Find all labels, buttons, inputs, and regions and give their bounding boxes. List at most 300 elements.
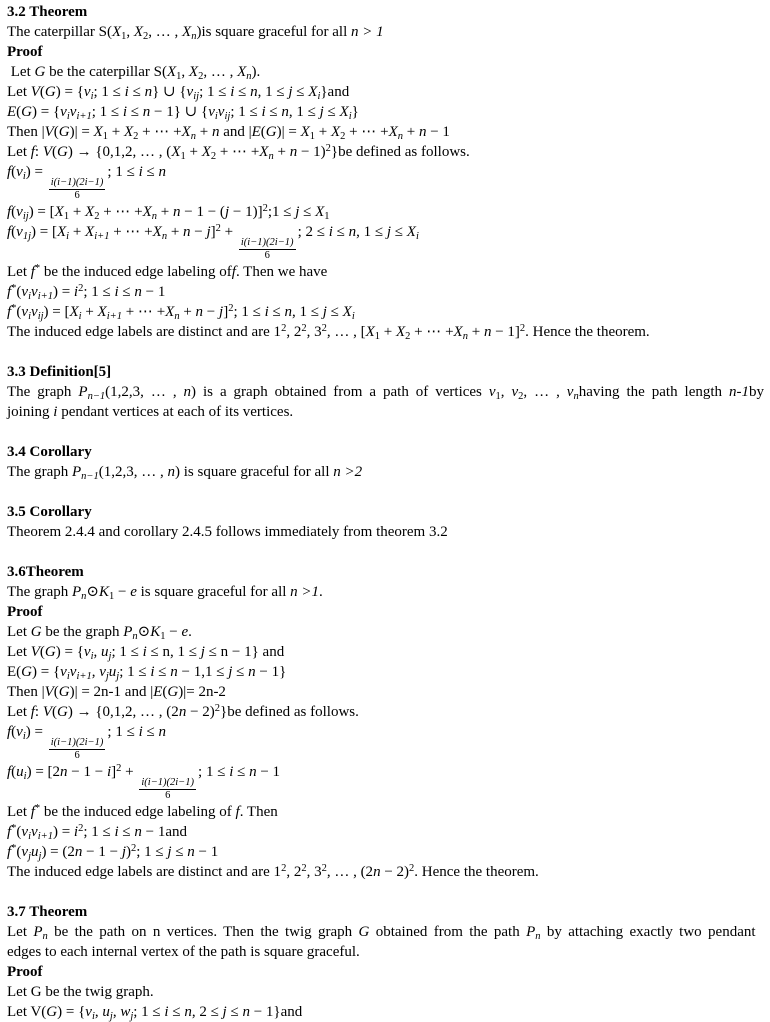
text-run: (1,2,3, … ,	[98, 464, 168, 480]
text-run: ≤	[127, 104, 143, 120]
subscript: i+1	[76, 671, 92, 682]
math-text: n	[242, 1004, 250, 1020]
superscript: 2	[301, 863, 307, 874]
text-run: , 1 ≤	[356, 224, 387, 240]
math-text: X	[300, 124, 310, 140]
subscript: i	[28, 831, 32, 842]
math-text: u	[16, 764, 24, 780]
document-line	[7, 162, 764, 202]
superscript: 2	[78, 283, 84, 294]
subscript: i	[78, 311, 82, 322]
math-text: u	[108, 664, 117, 680]
document-line	[7, 1002, 764, 1022]
superscript: *	[11, 283, 17, 294]
math-text: u	[102, 1004, 110, 1020]
text-run: − 1} ∪ {	[150, 104, 209, 120]
text-run: ; 1 ≤	[199, 84, 231, 100]
superscript: 2	[130, 843, 137, 854]
math-text: E	[153, 684, 163, 700]
math-text: P	[71, 464, 82, 480]
subscript: j	[28, 851, 32, 862]
math-text: j	[288, 84, 293, 100]
math-text: v	[85, 1004, 92, 1020]
subscript: i	[90, 651, 94, 662]
text-run: +	[69, 204, 86, 220]
superscript: 2	[321, 863, 327, 874]
math-text: n >1	[290, 584, 320, 600]
math-text: X	[181, 124, 191, 140]
math-text: X	[259, 144, 269, 160]
text-run: + ⋯ +	[109, 224, 153, 240]
text-run: )| = 2n-1 and |	[69, 684, 154, 700]
superscript: 2	[325, 143, 331, 154]
text-run: pendant vertices at each of its vertices.	[57, 404, 294, 420]
text-run: ) = {	[55, 84, 84, 100]
superscript: *	[11, 303, 17, 314]
text-run: be the path on n vertices. Then the twig graph	[47, 924, 359, 940]
subscript: n	[191, 31, 197, 42]
document-line	[7, 982, 764, 1002]
text-run: ) = [	[43, 304, 70, 320]
subscript: i	[22, 731, 26, 742]
subscript: 1	[160, 631, 166, 642]
superscript: *	[11, 843, 17, 854]
text-run: ≤ n − 1} and	[204, 644, 285, 660]
math-text: i	[261, 104, 266, 120]
subscript: 2	[405, 331, 411, 342]
text-run: +	[315, 124, 331, 140]
subscript: 1j	[22, 231, 32, 242]
text-run: . Hence the theorem.	[525, 324, 650, 340]
math-text: v	[511, 384, 519, 400]
text-run: ≤	[299, 204, 316, 220]
subscript: i	[351, 311, 355, 322]
math-text: n	[134, 284, 142, 300]
math-text: P	[78, 384, 88, 400]
text-run: +	[379, 324, 396, 340]
text-run: − 1]	[491, 324, 520, 340]
subscript: 2	[143, 31, 149, 42]
math-text: X	[453, 324, 463, 340]
subscript: 1	[109, 591, 115, 602]
subscript: i+1	[37, 831, 53, 842]
text-run: ; 1 ≤	[93, 84, 125, 100]
text-run: Let	[7, 804, 31, 820]
math-text: v	[21, 824, 29, 840]
math-text: i	[138, 164, 143, 180]
text-run: ) is a graph obtained from a path of vertices	[191, 384, 489, 400]
math-text: i	[142, 644, 147, 660]
math-text: v	[99, 664, 106, 680]
document-line	[7, 702, 764, 722]
text-run: The graph	[7, 584, 72, 600]
text-run: obtained from the path	[369, 924, 527, 940]
text-run: ,	[500, 384, 512, 400]
text-run: ) = (2	[41, 844, 75, 860]
superscript: 2	[78, 823, 84, 834]
text-run: ≤	[168, 1004, 185, 1020]
text-run: ) = {	[32, 664, 61, 680]
math-text: n	[284, 304, 292, 320]
subscript: i	[415, 231, 419, 242]
math-text: X	[330, 124, 341, 140]
math-text: v	[31, 824, 38, 840]
text-run: ; 1 ≤	[83, 284, 115, 300]
text-run: , … ,	[203, 64, 238, 80]
fraction	[139, 777, 196, 802]
text-run: Let	[7, 624, 31, 640]
math-text: v	[69, 664, 77, 680]
fraction	[49, 737, 106, 762]
math-text: n	[248, 664, 256, 680]
math-text: v	[16, 724, 23, 740]
text-run: Let	[7, 144, 31, 160]
text-run: ; 1 ≤	[233, 304, 265, 320]
subscript: 2	[133, 131, 139, 142]
text-run: − 1	[426, 124, 450, 140]
text-run: Then |	[7, 124, 45, 140]
subscript: i	[22, 171, 26, 182]
text-run: Let	[7, 84, 31, 100]
text-run: (	[53, 684, 59, 700]
text-run: − 1	[194, 844, 219, 860]
text-run: ) = [	[31, 224, 57, 240]
math-text: X	[166, 64, 177, 80]
math-text: j	[121, 844, 126, 860]
math-text: G	[167, 684, 179, 700]
text-run: ) = {	[57, 1004, 86, 1020]
subscript: j	[38, 851, 42, 862]
document-line	[7, 262, 764, 282]
subscript: j	[130, 1011, 134, 1022]
superscript: 2	[281, 323, 287, 334]
text-run: (	[16, 284, 22, 300]
math-text: P	[33, 924, 43, 940]
document-line	[7, 762, 764, 802]
text-run: ≤	[118, 824, 135, 840]
math-text: v	[31, 304, 38, 320]
text-run: +	[403, 124, 419, 140]
math-text: i	[53, 404, 58, 420]
math-text: X	[56, 224, 67, 240]
subscript: n	[462, 331, 468, 342]
text-run: +	[467, 324, 484, 340]
document-line	[7, 842, 764, 862]
text-run: ,	[181, 64, 189, 80]
subscript: i+1	[106, 311, 122, 322]
text-run: ⊙	[137, 624, 151, 640]
text-run: ]	[210, 224, 216, 240]
math-text: n	[211, 124, 220, 140]
subscript: 1	[374, 331, 380, 342]
fraction	[49, 177, 106, 202]
text-run: and |	[219, 124, 252, 140]
text-run: (	[52, 704, 58, 720]
math-text: n	[281, 104, 289, 120]
text-run: +	[167, 224, 184, 240]
text-run: ) =	[52, 824, 74, 840]
subscript: 1	[102, 131, 108, 142]
text-run: by	[749, 384, 765, 400]
paragraph-gap	[7, 342, 764, 362]
math-text: v	[60, 664, 67, 680]
text-run: − 1,1 ≤	[177, 664, 229, 680]
math-text: e	[130, 584, 137, 600]
text-run: − 1)	[297, 144, 326, 160]
math-text: n	[373, 864, 381, 880]
text-run: , … , [	[326, 324, 366, 340]
text-run: ) → {0,1,2, … , (	[67, 144, 172, 160]
text-run: − 1}	[255, 664, 287, 680]
subscript: i	[28, 291, 32, 302]
math-text: G	[358, 924, 370, 940]
text-run: :	[34, 144, 43, 160]
math-text: f	[30, 704, 35, 720]
subscript: i	[348, 111, 352, 122]
text-run: )| =	[276, 124, 301, 140]
text-run: , 1 ≤	[288, 104, 320, 120]
math-text: f	[30, 804, 35, 820]
math-text: X	[201, 144, 211, 160]
text-run: −	[165, 624, 182, 640]
paragraph-gap	[7, 422, 764, 442]
document-line	[7, 202, 764, 222]
math-text: X	[142, 204, 152, 220]
subscript: n	[268, 151, 274, 162]
section-heading: Proof	[7, 964, 43, 980]
math-text: v	[21, 304, 29, 320]
text-run: , 1 ≤	[292, 304, 323, 320]
math-text: G	[34, 64, 46, 80]
section-heading: 3.6Theorem	[7, 564, 84, 580]
text-run: ; 2 ≤	[297, 224, 329, 240]
fraction-numerator: i(i−1)(2i−1)	[141, 777, 195, 788]
text-run: :	[34, 704, 43, 720]
math-text: G	[58, 684, 70, 700]
subscript: 2	[198, 71, 204, 82]
text-run: ≤	[154, 664, 171, 680]
math-text: n	[158, 164, 166, 180]
subscript: n	[81, 591, 87, 602]
document-line	[7, 822, 764, 842]
math-text: j	[222, 1004, 227, 1020]
superscript: 2	[228, 303, 234, 314]
math-text: G	[21, 664, 33, 680]
subscript: n	[132, 631, 138, 642]
math-text: j	[386, 224, 392, 240]
text-run: ; 1 ≤	[198, 764, 230, 780]
text-run: .	[319, 584, 323, 600]
text-run: be the graph	[41, 624, 124, 640]
text-run: − 1	[256, 764, 281, 780]
superscript: *	[34, 803, 41, 814]
text-run: }and	[320, 84, 350, 100]
math-text: G	[265, 124, 277, 140]
math-text: X	[308, 84, 318, 100]
math-text: w	[120, 1004, 131, 1020]
math-text: i	[73, 824, 79, 840]
math-text: j	[219, 304, 224, 320]
subscript: 1	[176, 71, 182, 82]
text-run: , … ,	[148, 24, 183, 40]
subscript: ij	[37, 311, 44, 322]
text-run: Then |	[7, 684, 45, 700]
math-text: i	[114, 284, 119, 300]
math-text: P	[71, 584, 82, 600]
subscript: n	[174, 311, 180, 322]
section-heading: Proof	[7, 604, 43, 620]
text-run: ≤	[142, 724, 159, 740]
math-text: v	[16, 164, 23, 180]
subscript: 2	[340, 131, 346, 142]
math-text: n	[173, 204, 181, 220]
text-run: (	[11, 224, 17, 240]
text-run: (	[16, 824, 22, 840]
fraction-denominator: 6	[74, 190, 80, 201]
math-text: X	[97, 304, 107, 320]
math-text: j	[319, 104, 324, 120]
superscript: 2	[281, 863, 287, 874]
text-run: , 3	[306, 864, 322, 880]
text-run: ,	[126, 24, 134, 40]
text-run: +	[220, 224, 237, 240]
text-run: Let	[7, 644, 31, 660]
text-run: ,	[112, 1004, 121, 1020]
subscript: 2	[210, 151, 217, 162]
fraction-numerator: i(i−1)(2i−1)	[50, 737, 104, 748]
math-text: n	[142, 104, 151, 120]
subscript: ij	[22, 211, 29, 222]
section-heading: 3.5 Corollary	[7, 504, 92, 520]
subscript: i	[28, 311, 32, 322]
text-run: +	[121, 764, 138, 780]
text-run: ≤ n, 1 ≤	[146, 644, 201, 660]
math-text: X	[339, 104, 349, 120]
math-text: n-1	[729, 384, 750, 400]
math-text: n	[249, 764, 257, 780]
subscript: j	[116, 671, 120, 682]
text-run: + ⋯ +	[121, 304, 166, 320]
math-text: n	[134, 824, 142, 840]
math-text: K	[98, 584, 109, 600]
text-run: +	[273, 144, 290, 160]
math-text: v	[31, 284, 38, 300]
text-run: ≤	[323, 104, 340, 120]
subscript: i	[66, 231, 70, 242]
math-text: X	[182, 24, 192, 40]
text-run: .	[188, 624, 192, 640]
math-text: X	[188, 64, 199, 80]
document-line	[7, 222, 764, 262]
math-text: v	[566, 384, 574, 400]
text-run: , 2	[286, 864, 302, 880]
math-text: v	[186, 84, 194, 100]
paragraph-gap	[7, 542, 764, 562]
document-line	[7, 82, 764, 102]
subscript: i+1	[94, 231, 110, 242]
document-line	[7, 682, 764, 702]
text-run: ; 1 ≤	[91, 104, 123, 120]
math-text: i	[230, 84, 235, 100]
math-text: n	[178, 704, 187, 720]
text-run: , 2 ≤	[191, 1004, 223, 1020]
math-text: X	[111, 24, 122, 40]
text-run: The graph	[7, 464, 72, 480]
math-text: j	[322, 304, 327, 320]
fraction-denominator: 6	[165, 790, 171, 801]
text-run: , … ,	[523, 384, 567, 400]
text-run: − 1	[141, 284, 166, 300]
text-run: ≤	[226, 1004, 243, 1020]
text-run: +	[179, 304, 196, 320]
text-run: )| =	[69, 124, 94, 140]
math-text: i	[106, 764, 112, 780]
subscript: n	[190, 131, 196, 142]
text-run: The induced edge labels are distinct and are 1	[7, 324, 282, 340]
text-run: having the path length	[578, 384, 730, 400]
text-run: (	[16, 304, 22, 320]
math-text: n	[144, 84, 153, 100]
math-text: E	[7, 104, 17, 120]
text-run: ; 1 ≤	[119, 664, 151, 680]
subscript: 1	[309, 131, 316, 142]
math-text: X	[315, 204, 325, 220]
text-run: )	[125, 844, 131, 860]
math-text: X	[123, 124, 134, 140]
math-text: v	[83, 644, 91, 660]
math-text: V	[30, 644, 40, 660]
text-run: (	[39, 644, 45, 660]
math-text: n >2	[333, 464, 363, 480]
math-text: j	[228, 664, 233, 680]
text-run: , 2	[286, 324, 302, 340]
math-text: i	[124, 84, 129, 100]
text-run: ]	[223, 304, 229, 320]
text-run: , 3	[306, 324, 322, 340]
math-text: n	[60, 764, 68, 780]
text-run: − 1)]	[229, 204, 263, 220]
text-run: ; 1 ≤	[107, 724, 139, 740]
document-line	[7, 382, 764, 402]
math-text: X	[85, 204, 95, 220]
subscript: ij	[193, 91, 200, 102]
text-run: ) → {0,1,2, … , (2	[67, 704, 179, 720]
text-run: − 2)	[380, 864, 410, 880]
text-run: ⊙	[86, 584, 99, 600]
text-run: E(	[7, 664, 22, 680]
text-run: ,	[93, 644, 102, 660]
subscript: i	[214, 111, 218, 122]
subscript: j	[105, 671, 109, 682]
text-run: ) =	[25, 164, 47, 180]
subscript: ij	[224, 111, 231, 122]
math-text: v	[60, 104, 67, 120]
math-text: n > 1	[350, 24, 384, 40]
math-text: v	[21, 284, 29, 300]
subscript: n−1	[81, 471, 99, 482]
text-run: (1,2,3, … ,	[105, 384, 184, 400]
text-run: − 1}and	[249, 1004, 303, 1020]
math-text: X	[406, 224, 416, 240]
document-line	[7, 302, 764, 322]
text-run: (	[39, 84, 45, 100]
text-run: )is square graceful for all	[196, 24, 351, 40]
text-run: − 1and	[141, 824, 188, 840]
text-run: }	[351, 104, 359, 120]
text-run: ; 1 ≤	[230, 104, 262, 120]
paragraph-gap	[7, 482, 764, 502]
document-line	[7, 722, 764, 762]
